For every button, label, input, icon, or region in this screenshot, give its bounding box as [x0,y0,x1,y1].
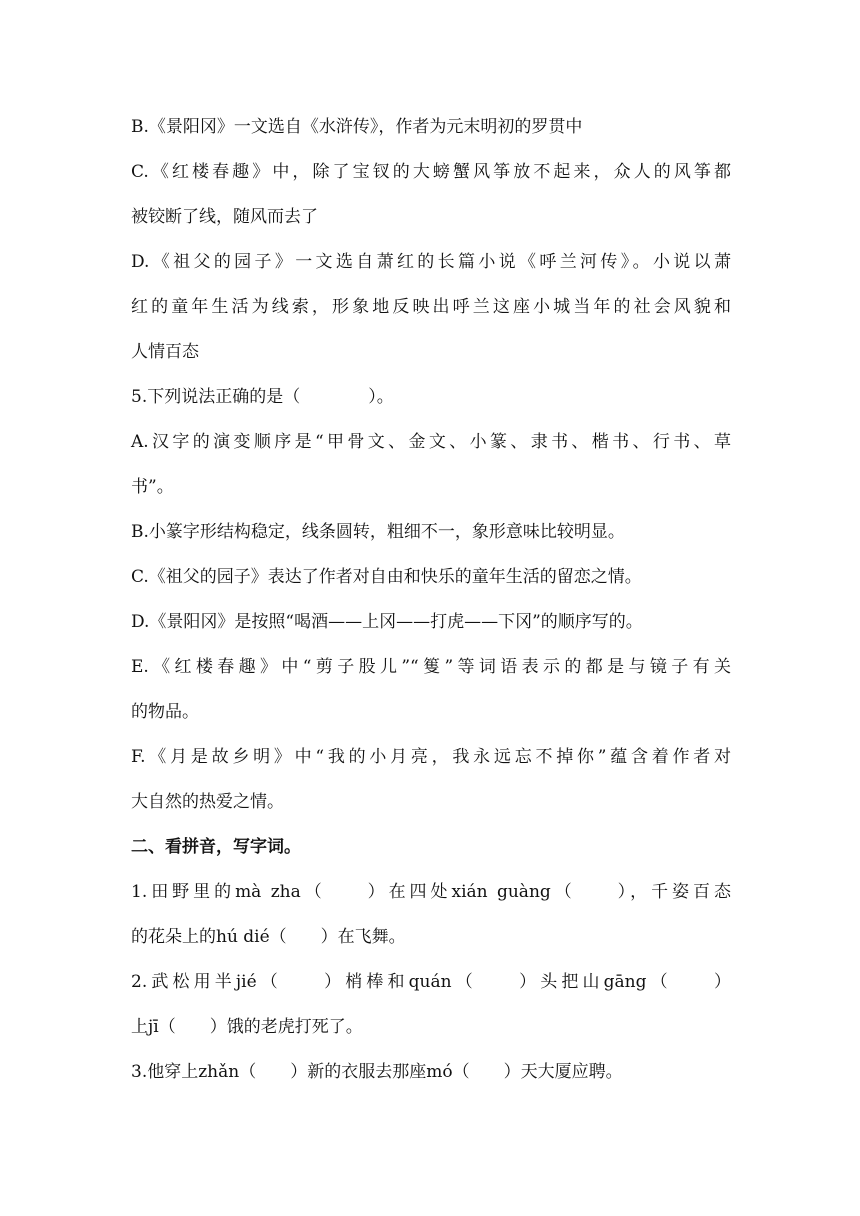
q4-option-d-line3: 人情百态 [131,342,199,362]
section2-q1-line2: 的花朵上的hú dié（ ）在飞舞。 [131,927,406,947]
q5-option-a-line2: 书”。 [131,477,174,497]
q5-option-b: B.小篆字形结构稳定，线条圆转，粗细不一，象形意味比较明显。 [131,522,625,542]
q4-option-b: B.《景阳冈》一文选自《水浒传》，作者为元末明初的罗贯中 [131,117,583,137]
q4-option-d-line1: D.《祖父的园子》一文选自萧红的长篇小说《呼兰河传》。小说以萧 [131,252,731,272]
section2-q2-line2: 上jī（ ）饿的老虎打死了。 [131,1017,363,1037]
section2-q3-line1: 3.他穿上zhǎn（ ）新的衣服去那座mó（ ）天大厦应聘。 [131,1062,623,1082]
q4-option-d-line2: 红的童年生活为线索，形象地反映出呼兰这座小城当年的社会风貌和 [131,297,731,317]
q4-option-c-line1: C.《红楼春趣》中，除了宝钗的大螃蟹风筝放不起来，众人的风筝都 [131,162,731,182]
q5-option-f-line2: 大自然的热爱之情。 [131,792,284,812]
section2-q1-line1: 1.田野里的mà zha（ ）在四处xián guàng（ ），千姿百态 [131,882,731,902]
q4-option-c-line2: 被铰断了线，随风而去了 [131,207,318,227]
section2-q2-line1: 2.武松用半jié（ ）梢棒和quán（ ）头把山gāng（ ） [131,972,731,992]
q5-option-c: C.《祖父的园子》表达了作者对自由和快乐的童年生活的留恋之情。 [131,567,642,587]
section2-heading: 二、看拼音，写字词。 [131,837,301,857]
q5-stem: 5.下列说法正确的是（ ）。 [131,387,394,407]
q5-option-f-line1: F.《月是故乡明》中“我的小月亮，我永远忘不掉你”蕴含着作者对 [131,747,731,767]
q5-option-e-line2: 的物品。 [131,702,199,722]
q5-option-a-line1: A.汉字的演变顺序是“甲骨文、金文、小篆、隶书、楷书、行书、草 [131,432,731,452]
q5-option-e-line1: E.《红楼春趣》中“剪子股儿”“篗”等词语表示的都是与镜子有关 [131,657,731,677]
document-page [131,105,731,1095]
q5-option-d: D.《景阳冈》是按照“喝酒——上冈——打虎——下冈”的顺序写的。 [131,612,643,632]
